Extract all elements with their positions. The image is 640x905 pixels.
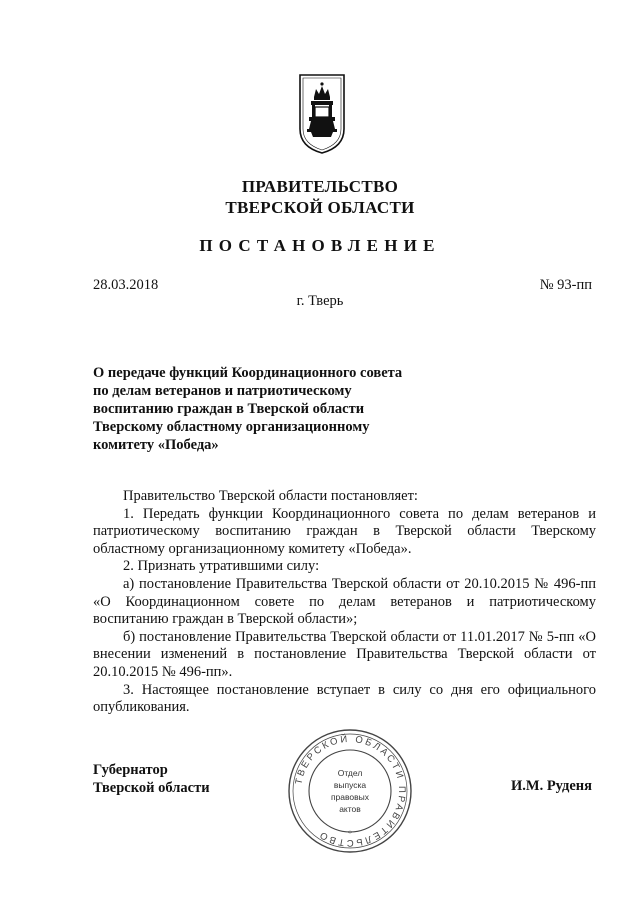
- body-item-2a: а) постановление Правительства Тверской области от 20.10.2015 № 496-пп «О Координационном совете по делам ветеранов и патриотическому воспитанию граждан в Тверской области»;: [93, 575, 596, 628]
- svg-text:*: *: [348, 829, 352, 838]
- document-body: [93, 488, 596, 717]
- body-item-2: 2. Признать утратившими силу:: [123, 558, 320, 575]
- document-number: № 93-пп: [539, 277, 592, 293]
- body-intro: Правительство Тверской области постановляет:: [123, 488, 418, 504]
- subject-line: комитету «Победа»: [93, 437, 219, 453]
- government-name-line2: ТВЕРСКОЙ ОБЛАСТИ: [225, 198, 415, 217]
- stamp-ring-text: ТВЕРСКОЙ ОБЛАСТИ ПРАВИТЕЛЬСТВО: [293, 733, 408, 849]
- subject-line: по делам ветеранов и патриотическому: [93, 383, 352, 399]
- signatory-title: [93, 761, 210, 797]
- signatory-name: И.М. Руденя: [510, 778, 592, 794]
- document-subject: [93, 364, 453, 454]
- subject-line: О передаче функций Координационного совета: [93, 365, 403, 381]
- body-item-3: 3. Настоящее постановление вступает в силу со дня его официального опубликования.: [93, 681, 596, 716]
- body-item-1: 1. Передать функции Координационного совета по делам ветеранов и патриотическому воспитанию граждан в Тверской области Тверскому областному организационному комитету «Победа».: [93, 505, 596, 557]
- subject-line: воспитанию граждан в Тверской области: [93, 401, 365, 417]
- subject-line: Тверскому областному организационному: [93, 419, 370, 435]
- stamp-line3: правовых: [330, 792, 370, 802]
- stamp-line4: актов: [339, 804, 361, 814]
- stamp-line1: Отдел: [337, 768, 363, 778]
- document-type: ПОСТАНОВЛЕНИЕ: [199, 236, 441, 255]
- document-date: 28.03.2018: [93, 277, 159, 293]
- government-name-line1: ПРАВИТЕЛЬСТВО: [241, 177, 399, 196]
- signatory-title-line1: Губернатор: [93, 762, 168, 778]
- official-stamp: [287, 728, 413, 854]
- document-city: г. Тверь: [296, 293, 344, 309]
- coat-of-arms-icon: [297, 73, 347, 155]
- stamp-ring-icon: [287, 728, 413, 854]
- body-item-2b: б) постановление Правительства Тверской области от 11.01.2017 № 5-пп «О внесении изменений в постановление Правительства Тверской области от 20.10.2015 № 496-пп».: [93, 628, 596, 680]
- signatory-title-line2: Тверской области: [93, 780, 210, 796]
- stamp-line2: выпуска: [333, 780, 367, 790]
